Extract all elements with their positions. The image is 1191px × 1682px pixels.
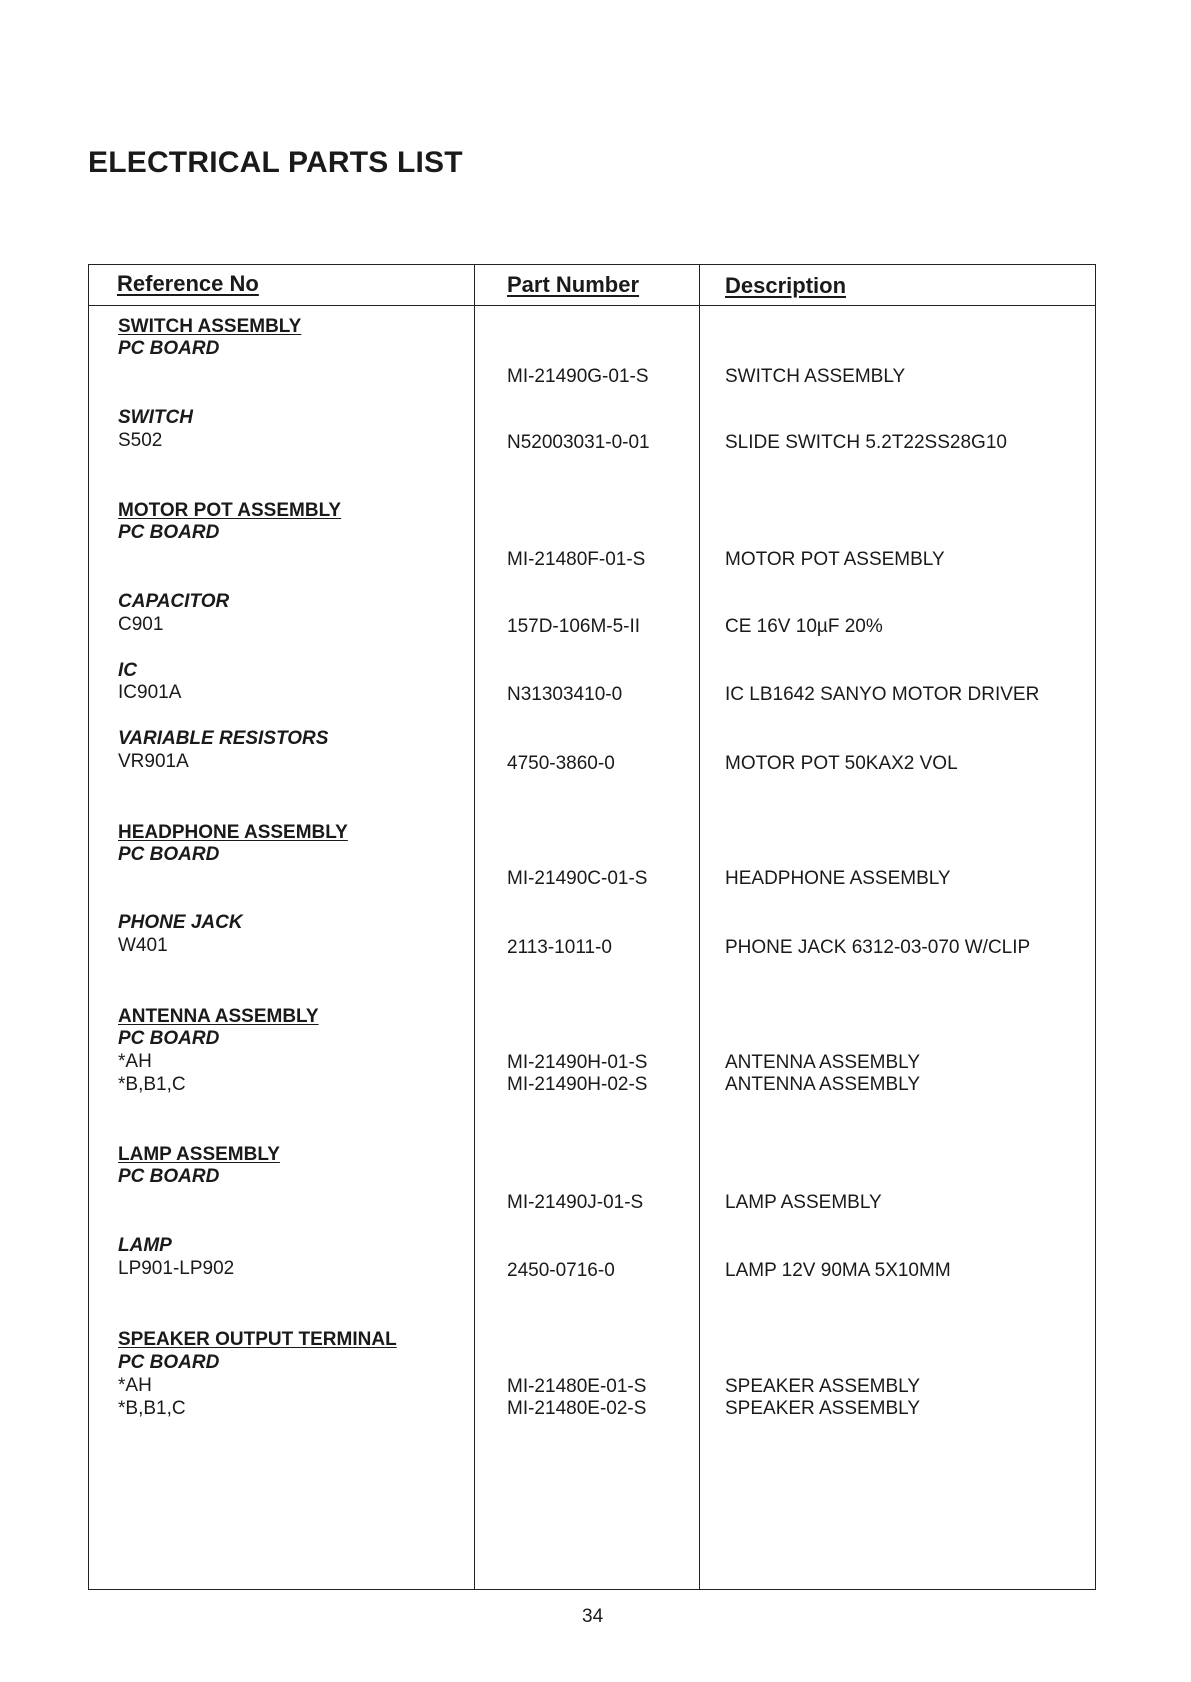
reference-cell: W401 [118,935,168,956]
part-number-cell: MI-21490G-01-S [507,366,649,387]
page-number: 34 [582,1606,604,1627]
description-cell: SLIDE SWITCH 5.2T22SS28G10 [725,432,1007,453]
section-antenna-assembly: ANTENNA ASSEMBLY [118,1006,319,1027]
reference-cell: IC901A [118,682,182,703]
part-number-cell: 157D-106M-5-II [507,616,641,637]
column-divider [474,265,475,1589]
subheading-switch: SWITCH [118,407,193,428]
subheading-pc-board: PC BOARD [118,844,220,865]
subheading-variable-resistors: VARIABLE RESISTORS [118,728,329,749]
subheading-pc-board: PC BOARD [118,338,220,359]
part-number-cell: MI-21480E-02-S [507,1398,647,1419]
subheading-phone-jack: PHONE JACK [118,912,243,933]
reference-cell: LP901-LP902 [118,1258,235,1279]
description-cell: IC LB1642 SANYO MOTOR DRIVER [725,684,1040,705]
part-number-cell: MI-21490H-01-S [507,1052,648,1073]
description-cell: LAMP 12V 90MA 5X10MM [725,1260,951,1281]
description-cell: MOTOR POT 50KAX2 VOL [725,753,958,774]
header-divider [89,305,1095,306]
part-number-cell: 2450-0716-0 [507,1260,615,1281]
part-number-cell: MI-21490H-02-S [507,1074,648,1095]
description-cell: CE 16V 10µF 20% [725,616,883,637]
section-switch-assembly: SWITCH ASSEMBLY [118,316,302,337]
part-number-cell: MI-21490C-01-S [507,868,648,889]
subheading-pc-board: PC BOARD [118,522,220,543]
reference-cell: *AH [118,1375,152,1396]
description-cell: SPEAKER ASSEMBLY [725,1398,921,1419]
page-title: ELECTRICAL PARTS LIST [88,146,463,179]
description-cell: HEADPHONE ASSEMBLY [725,868,951,889]
parts-table [88,264,1096,1590]
header-part-number: Part Number [507,272,640,297]
reference-cell: *AH [118,1051,152,1072]
section-headphone-assembly: HEADPHONE ASSEMBLY [118,822,348,843]
subheading-lamp: LAMP [118,1235,172,1256]
reference-cell: *B,B1,C [118,1074,186,1095]
part-number-cell: MI-21480E-01-S [507,1376,647,1397]
reference-cell: VR901A [118,751,189,772]
description-cell: ANTENNA ASSEMBLY [725,1074,920,1095]
description-cell: MOTOR POT ASSEMBLY [725,549,945,570]
description-cell: SWITCH ASSEMBLY [725,366,906,387]
description-cell: LAMP ASSEMBLY [725,1192,882,1213]
description-cell: PHONE JACK 6312-03-070 W/CLIP [725,937,1031,958]
subheading-ic: IC [118,660,137,681]
part-number-cell: MI-21480F-01-S [507,549,646,570]
reference-cell: C901 [118,614,164,635]
subheading-pc-board: PC BOARD [118,1352,220,1373]
subheading-pc-board: PC BOARD [118,1166,220,1187]
part-number-cell: 4750-3860-0 [507,753,615,774]
part-number-cell: 2113-1011-0 [507,937,612,958]
part-number-cell: N52003031-0-01 [507,432,650,453]
header-description: Description [725,273,847,298]
reference-cell: S502 [118,430,163,451]
description-cell: SPEAKER ASSEMBLY [725,1376,921,1397]
subheading-capacitor: CAPACITOR [118,591,230,612]
header-reference-no: Reference No [117,271,259,296]
section-lamp-assembly: LAMP ASSEMBLY [118,1144,280,1165]
part-number-cell: N31303410-0 [507,684,623,705]
subheading-pc-board: PC BOARD [118,1028,220,1049]
section-speaker-output-terminal: SPEAKER OUTPUT TERMINAL [118,1329,397,1350]
section-motor-pot-assembly: MOTOR POT ASSEMBLY [118,500,342,521]
part-number-cell: MI-21490J-01-S [507,1192,644,1213]
column-divider [699,265,700,1589]
reference-cell: *B,B1,C [118,1398,186,1419]
description-cell: ANTENNA ASSEMBLY [725,1052,920,1073]
